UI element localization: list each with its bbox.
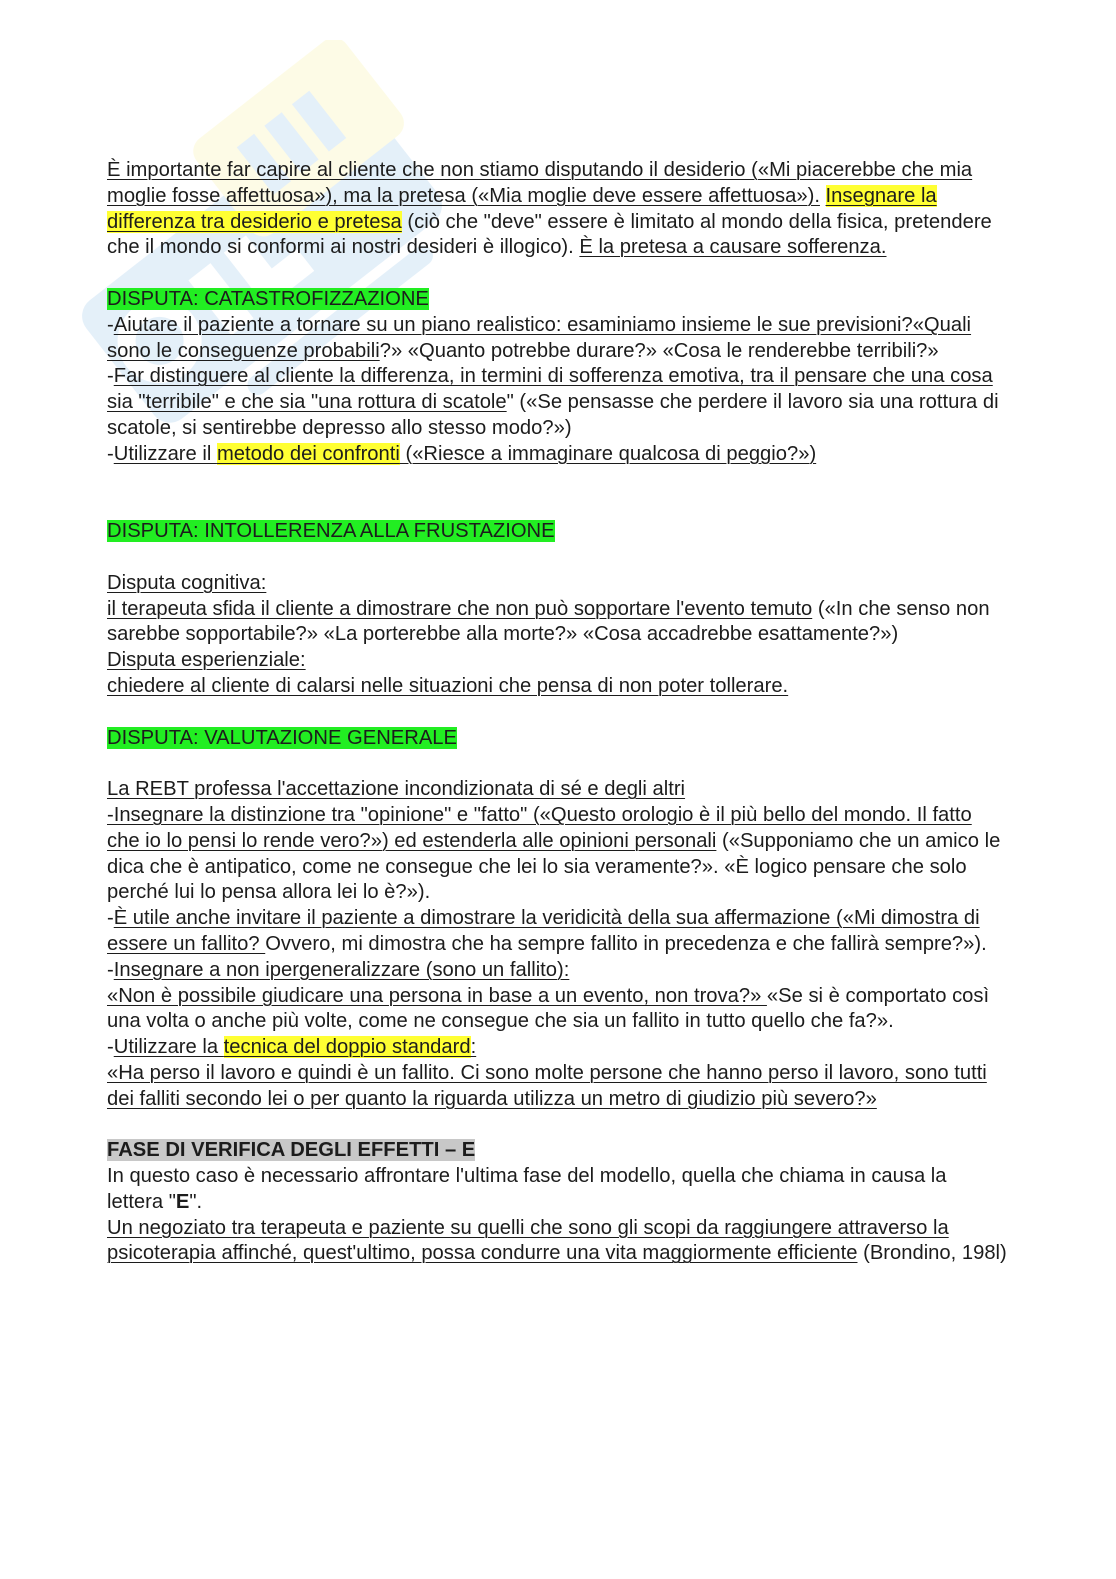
verifica-paragraph-1: In questo caso è necessario affrontare l'ultima fase del modello, quella che chiama in causa la lettera "E". [107,1165,947,1213]
disputa-cognitiva-text: il terapeuta sfida il cliente a dimostrare che non può sopportare l'evento temuto («In che senso non sarebbe sopportabile?» «La porterebbe alla morte?» «Cosa accadrebbe esattamente?») [107,597,990,646]
intro-paragraph [107,158,1007,261]
catastrofizzazione-item-3: -Utilizzare il metodo dei confronti («Riesce a immaginare qualcosa di peggio?») [107,442,817,465]
valutazione-item-2: -È utile anche invitare il paziente a dimostrare la veridicità della sua affermazione («Mi dimostra di essere un fallito? Ovvero, mi dimostra che ha sempre fallito in precedenza e che fallirà sempre?»). [107,907,987,955]
intro-conclusion: È la pretesa a causare sofferenza. [579,236,887,259]
catastrofizzazione-item-2: -Far distinguere al cliente la differenza, in termini di sofferenza emotiva, tra il pensare che una cosa sia "terribile" e che sia "una rottura di scatole" («Se pensasse che perdere il lavoro sia una rottura di scatole, si sentirebbe depresso allo stesso modo?») [107,365,999,439]
valutazione-item-4-quote: «Ha perso il lavoro e quindi è un fallito. Ci sono molte persone che hanno perso il lavoro, sono tutti dei falliti secondo lei o per quanto la riguarda utilizza un metro di giudizio più severo?» [107,1061,987,1110]
valutazione-item-3-quote: «Non è possibile giudicare una persona in base a un evento, non trova?» «Se si è comportato così una volta o anche più volte, come ne consegue che sia un fallito in tutto quello che fa?». [107,984,990,1033]
section-heading-verifica: FASE DI VERIFICA DEGLI EFFETTI – E [107,1139,476,1162]
section-heading-frustrazione: DISPUTA: INTOLLERENZA ALLA FRUSTAZIONE [107,520,555,543]
document-page [107,158,1007,1267]
intro-sentence: È importante far capire al cliente che non stiamo disputando il desiderio («Mi piacerebbe che mia moglie fosse affettuosa»), ma la pretesa («Mia moglie deve essere affettuosa»). [107,159,973,207]
confronti-highlight: metodo dei confronti [216,442,400,465]
valutazione-item-1: -Insegnare la distinzione tra "opinione" e "fatto" («Questo orologio è il più bello del mondo. Il fatto che io lo pensi lo rende vero?») ed estenderla alle opinioni personali («Supponiamo che un amico le dica che è antipatico, come ne consegue che lei lo sia veramente?». «È logico pensare che solo perché lui lo pensa allora lei lo è?»). [107,803,1001,904]
intro-explanation: (ciò che "deve" essere è limitato al mondo della fisica, pretendere che il mondo si conformi ai nostri desideri è illogico). [107,210,992,259]
doppio-standard-highlight: tecnica del doppio standard [223,1036,471,1059]
rebt-statement: La REBT professa l'accettazione incondizionata di sé e degli altri [107,778,686,801]
catastrofizzazione-item-1: -Aiutare il paziente a tornare su un piano realistico: esaminiamo insieme le sue previsioni?«Quali sono le conseguenze probabili?» «Quanto potrebbe durare?» «Cosa le renderebbe terribili?» [107,313,972,362]
disputa-esperienziale-label: Disputa esperienziale: [107,649,306,672]
verifica-paragraph-2: Un negoziato tra terapeuta e paziente su quelli che sono gli scopi da raggiungere attraverso la psicoterapia affinché, quest'ultimo, possa condurre una vita maggiormente efficiente (Brondino, 198l) [107,1216,1007,1265]
section-heading-valutazione: DISPUTA: VALUTAZIONE GENERALE [107,726,457,749]
valutazione-item-4: -Utilizzare la tecnica del doppio standard: [107,1036,477,1059]
section-heading-catastrofizzazione: DISPUTA: CATASTROFIZZAZIONE [107,287,429,310]
disputa-esperienziale-text: chiedere al cliente di calarsi nelle situazioni che pensa di non poter tollerare. [107,674,789,697]
intro-highlight: Insegnare la differenza tra desiderio e pretesa [107,184,937,233]
disputa-cognitiva-label: Disputa cognitiva: [107,571,267,594]
valutazione-item-3: -Insegnare a non ipergeneralizzare (sono un fallito): [107,958,570,981]
